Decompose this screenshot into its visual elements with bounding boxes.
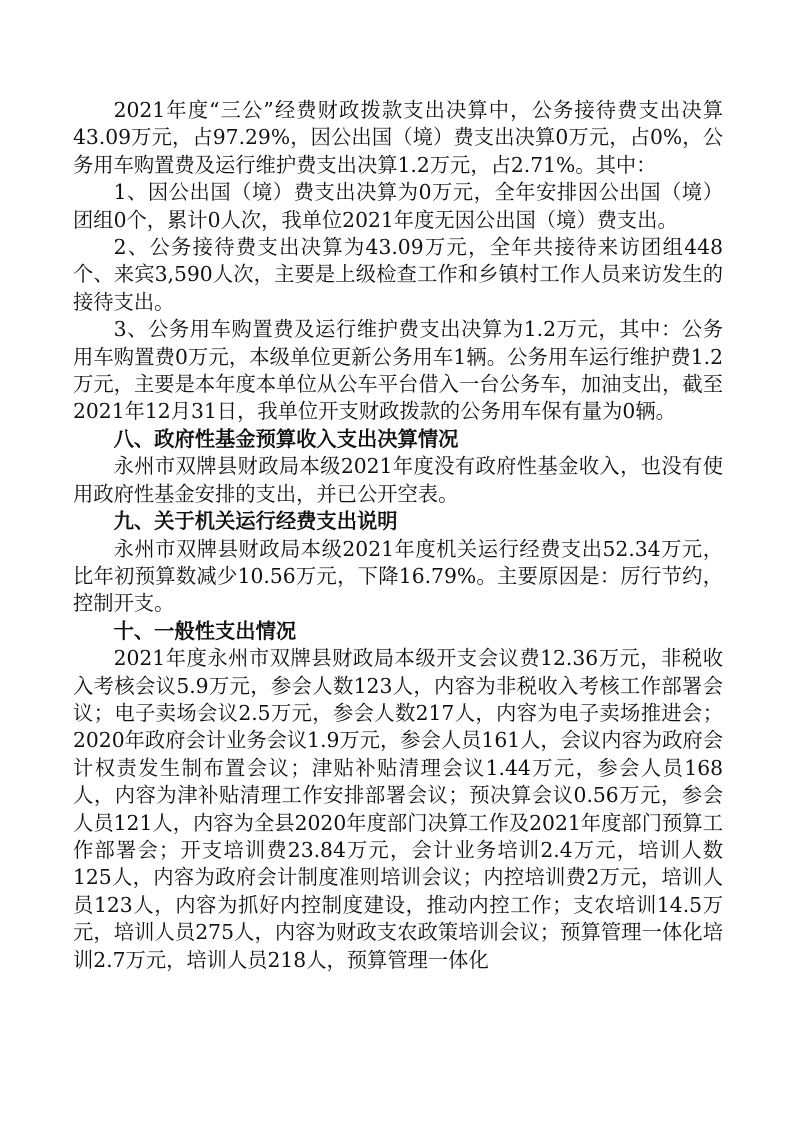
document-body <box>73 97 723 974</box>
paragraph-overseas-travel: 1、因公出国（境）费支出决算为0万元，全年安排因公出国（境）团组0个，累计0人次，我单位2021年度无因公出国（境）费支出。 <box>73 180 723 232</box>
heading-section-8: 八、政府性基金预算收入支出决算情况 <box>113 426 459 451</box>
paragraph-three-public-summary: 2021年度“三公”经费财政拨款支出决算中，公务接待费支出决算43.09万元，占97.29%，因公出国（境）费支出决算0万元，占0%，公务用车购置费及运行维护费支出决算1.2万元，占2.71%。其中： <box>73 98 723 177</box>
heading-section-10: 十、一般性支出情况 <box>113 618 297 643</box>
paragraph-general-expenses: 2021年度永州市双牌县财政局本级开支会议费12.36万元，非税收入考核会议5.9万元，参会人数123人，内容为非税收入考核工作部署会议；电子卖场会议2.5万元，参会人数217人，内容为电子卖场推进会；2020年政府会计业务会议1.9万元，参会人员161人，会议内容为政府会计权责发生制布置会议；津贴补贴清理会议1.44万元，参会人员168人，内容为津补贴清理工作安排部署会议；预决算会议0.56万元，参会人员121人，内容为全县2020年度部门决算工作及2021年度部门预算工作部署会；开支培训费23.84万元，会计业务培训2.4万元，培训人数125人，内容为政府会计制度准则培训会议；内控培训费2万元，培训人员123人，内容为抓好内控制度建设，推动内控工作；支农培训14.5万元，培训人员275人，内容为财政支农政策培训会议；预算管理一体化培训2.7万元，培训人员218人，预算管理一体化 <box>73 646 723 972</box>
paragraph-official-vehicles: 3、公务用车购置费及运行维护费支出决算为1.2万元，其中：公务用车购置费0万元，本级单位更新公务用车1辆。公务用车运行维护费1.2万元，主要是本年度本单位从公车平台借入一台公务车，加油支出，截至2021年12月31日，我单位开支财政拨款的公务用车保有量为0辆。 <box>73 317 723 424</box>
heading-section-9: 九、关于机关运行经费支出说明 <box>113 509 398 534</box>
paragraph-reception: 2、公务接待费支出决算为43.09万元，全年共接待来访团组448个、来宾3,590人次，主要是上级检查工作和乡镇村工作人员来访发生的接待支出。 <box>73 235 723 314</box>
paragraph-operating-expenses: 永州市双牌县财政局本级2021年度机关运行经费支出52.34万元，比年初预算数减少10.56万元，下降16.79%。主要原因是：厉行节约，控制开支。 <box>73 536 723 616</box>
paragraph-government-fund: 永州市双牌县财政局本级2021年度没有政府性基金收入，也没有使用政府性基金安排的支出，并已公开空表。 <box>73 454 723 506</box>
